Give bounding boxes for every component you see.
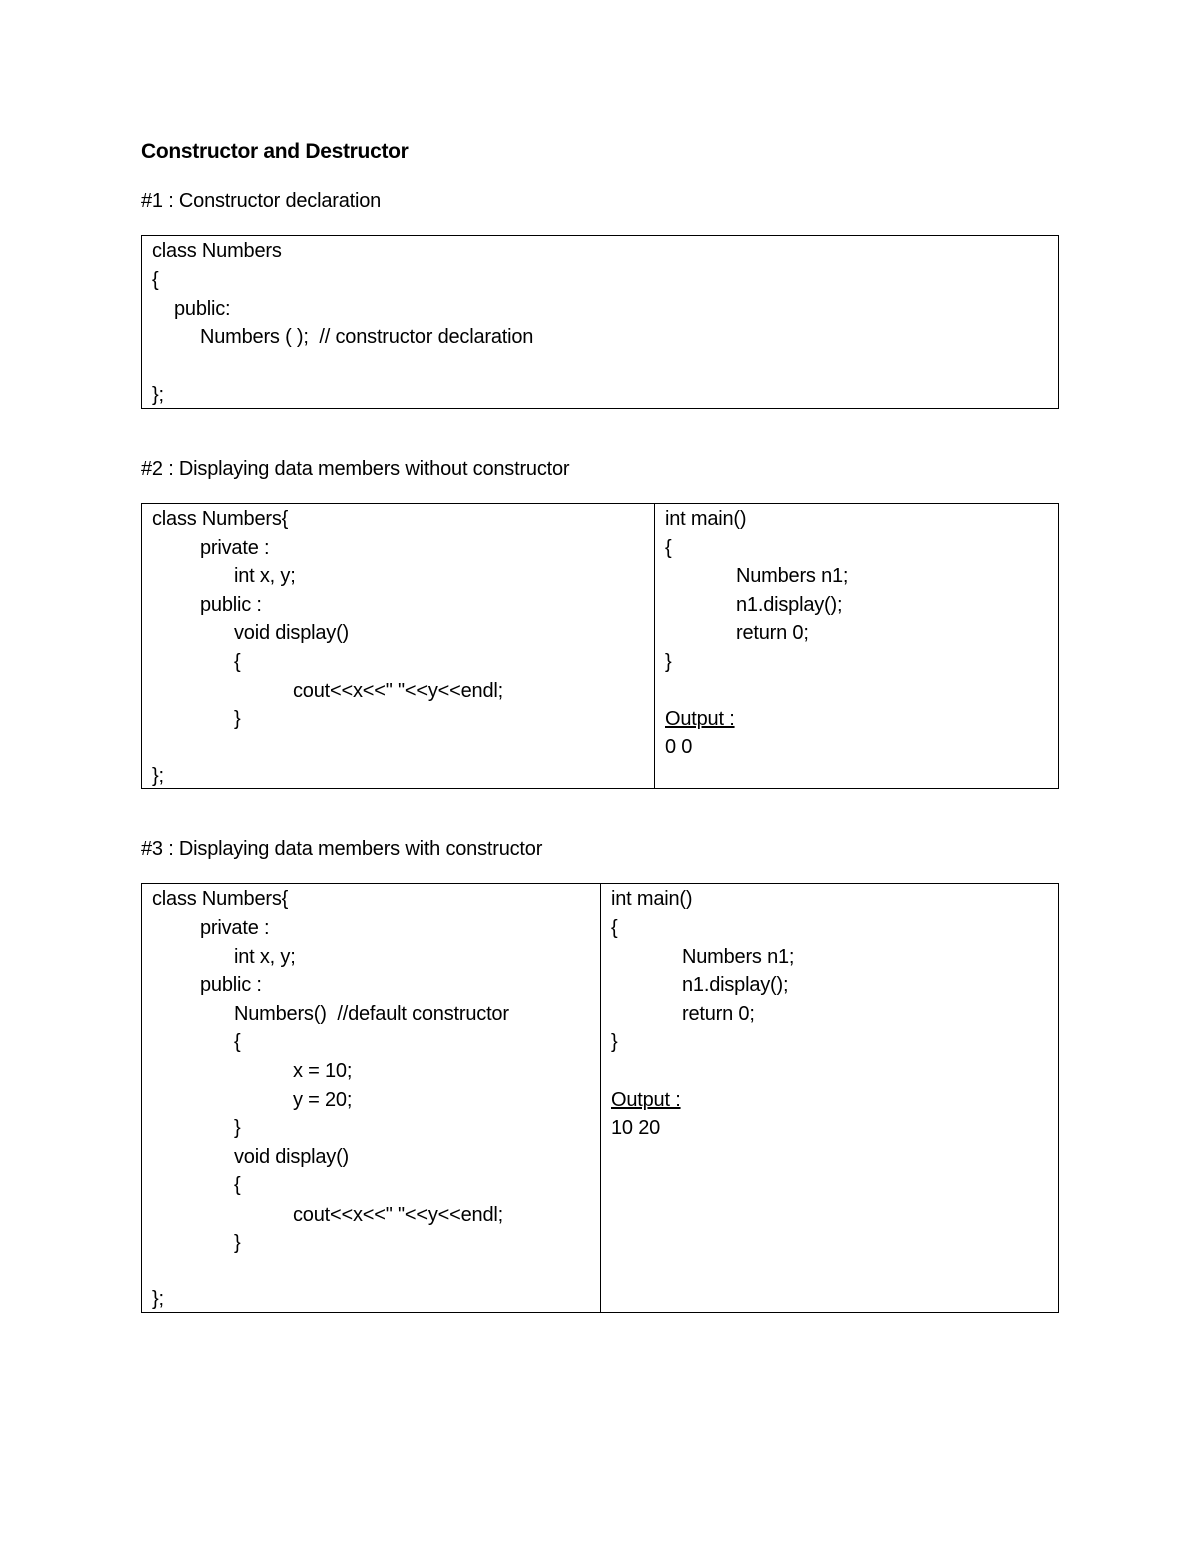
output-value: 10 20 bbox=[611, 1117, 661, 1139]
code-line: } bbox=[234, 1232, 241, 1254]
code-line: { bbox=[234, 651, 241, 673]
section-3-code-box bbox=[141, 883, 1059, 1313]
code-line: n1.display(); bbox=[736, 594, 843, 616]
section-1-code-box bbox=[141, 235, 1059, 409]
code-line: public : bbox=[200, 594, 262, 616]
code-line: n1.display(); bbox=[682, 974, 789, 996]
code-line: Numbers n1; bbox=[736, 565, 849, 587]
code-line: cout<<x<<" "<<y<<endl; bbox=[293, 1204, 503, 1226]
section-1-heading: #1 : Constructor declaration bbox=[141, 190, 382, 212]
code-line: class Numbers{ bbox=[152, 508, 289, 530]
code-line: Numbers() //default constructor bbox=[234, 1003, 509, 1025]
code-line: x = 10; bbox=[293, 1060, 353, 1082]
code-line: int x, y; bbox=[234, 565, 296, 587]
code-line: class Numbers bbox=[152, 240, 282, 262]
code-line: } bbox=[611, 1031, 618, 1053]
code-line: int main() bbox=[665, 508, 747, 530]
section-3-class-cell bbox=[142, 884, 601, 1312]
code-line: return 0; bbox=[736, 622, 809, 644]
code-line: { bbox=[611, 917, 618, 939]
code-line: public: bbox=[174, 298, 231, 320]
section-2-heading: #2 : Displaying data members without constructor bbox=[141, 458, 570, 480]
code-line: y = 20; bbox=[293, 1089, 353, 1111]
output-value: 0 0 bbox=[665, 736, 693, 758]
code-line: { bbox=[234, 1174, 241, 1196]
section-2-class-cell bbox=[142, 504, 655, 788]
code-line: private : bbox=[200, 537, 270, 559]
code-line: } bbox=[234, 708, 241, 730]
output-label: Output : bbox=[611, 1089, 681, 1111]
code-line: void display() bbox=[234, 622, 350, 644]
code-line: { bbox=[152, 269, 159, 291]
output-label: Output : bbox=[665, 708, 735, 730]
code-line: }; bbox=[152, 1288, 164, 1310]
code-line: { bbox=[234, 1031, 241, 1053]
code-line: int x, y; bbox=[234, 946, 296, 968]
code-line: int main() bbox=[611, 888, 693, 910]
code-line: Numbers n1; bbox=[682, 946, 795, 968]
section-3-main-cell bbox=[600, 884, 1058, 1312]
section-3-heading: #3 : Displaying data members with constructor bbox=[141, 838, 543, 860]
code-line: { bbox=[665, 537, 672, 559]
code-line: cout<<x<<" "<<y<<endl; bbox=[293, 680, 503, 702]
code-line: class Numbers{ bbox=[152, 888, 289, 910]
code-line: private : bbox=[200, 917, 270, 939]
code-line: return 0; bbox=[682, 1003, 755, 1025]
code-line: public : bbox=[200, 974, 262, 996]
code-line: void display() bbox=[234, 1146, 350, 1168]
code-line: }; bbox=[152, 765, 164, 787]
section-2-code-box bbox=[141, 503, 1059, 789]
code-line: } bbox=[665, 651, 672, 673]
code-line: }; bbox=[152, 384, 164, 406]
code-line: } bbox=[234, 1117, 241, 1139]
page-title: Constructor and Destructor bbox=[141, 140, 409, 163]
section-2-main-cell bbox=[654, 504, 1058, 788]
code-line: Numbers ( ); // constructor declaration bbox=[200, 326, 534, 348]
